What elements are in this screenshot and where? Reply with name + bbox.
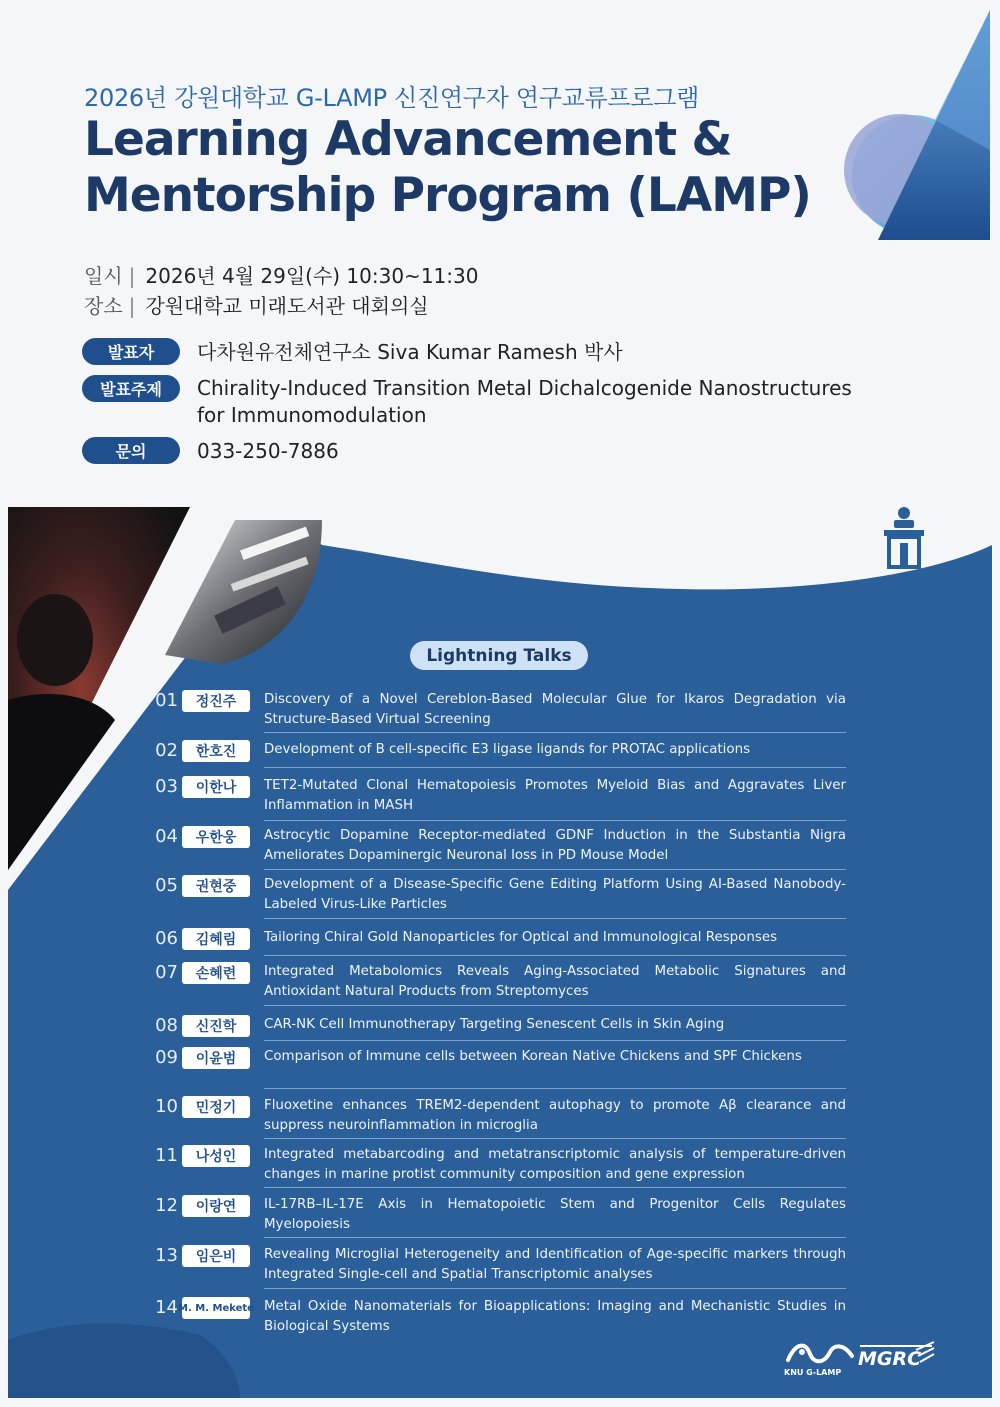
date-value: 2026년 4월 29일(수) 10:30~11:30 xyxy=(145,264,479,288)
place-separator: | xyxy=(128,294,136,318)
talk-number: 03 xyxy=(155,776,178,797)
talk-title: Comparison of Immune cells between Korean Native Chickens and SPF Chickens xyxy=(264,1049,802,1064)
talk-title: TET2-Mutated Clonal Hematopoiesis Promotes Myeloid Bias and Aggravates Liver Inflammation in MASH xyxy=(264,778,846,813)
talk-number: 13 xyxy=(155,1245,178,1266)
talk-title: Integrated metabarcoding and metatranscriptomic analysis of temperature-driven changes in marine protist community composition and gene expression xyxy=(264,1147,846,1182)
date-label: 일시 xyxy=(84,264,123,288)
talk-presenter: 우한웅 xyxy=(182,826,250,848)
talk-presenter: 임은비 xyxy=(182,1245,250,1267)
talk-presenter: 손혜련 xyxy=(182,962,250,984)
talk-presenter: 정진주 xyxy=(182,690,250,712)
talk-number: 05 xyxy=(155,875,178,896)
lightning-talks-heading: Lightning Talks xyxy=(410,641,588,670)
talk-title: Revealing Microglial Heterogeneity and Identification of Age-specific markers through Integrated Single-cell and Spatial Transcriptomic analyses xyxy=(264,1247,846,1282)
topic-line-1: Chirality-Induced Transition Metal Dichalcogenide Nanostructures xyxy=(197,376,852,400)
talk-presenter: 한호진 xyxy=(182,740,250,762)
program-subtitle: 2026년 강원대학교 G-LAMP 신진연구자 연구교류프로그램 xyxy=(84,84,699,112)
talk-presenter: 나성인 xyxy=(182,1145,250,1167)
podium-icon xyxy=(884,507,924,567)
talk-number: 04 xyxy=(155,826,178,847)
talk-title: Development of B cell-specific E3 ligase ligands for PROTAC applications xyxy=(264,742,751,757)
title-line-1: Learning Advancement & xyxy=(84,112,732,167)
sponsor-logos xyxy=(780,1338,940,1380)
talk-number: 12 xyxy=(155,1195,178,1216)
talk-title: Integrated Metabolomics Reveals Aging-Associated Metabolic Signatures and Antioxidant Natural Products from Streptomyces xyxy=(264,964,846,999)
talk-title: Discovery of a Novel Cereblon-Based Molecular Glue for Ikaros Degradation via Structure-Based Virtual Screening xyxy=(264,692,846,727)
talk-title: Tailoring Chiral Gold Nanoparticles for Optical and Immunological Responses xyxy=(264,930,778,945)
talk-number: 11 xyxy=(155,1145,178,1166)
talk-title: Fluoxetine enhances TREM2-dependent autophagy to promote Aβ clearance and suppress neuroinflammation in microglia xyxy=(264,1098,846,1133)
talk-title: IL-17RB–IL-17E Axis in Hematopoietic Stem and Progenitor Cells Regulates Myelopoiesis xyxy=(264,1197,846,1232)
speaker-value: 다차원유전체연구소 Siva Kumar Ramesh 박사 xyxy=(197,340,623,364)
talk-presenter: 신진학 xyxy=(182,1015,250,1037)
talk-presenter: 김혜림 xyxy=(182,928,250,950)
knu-logo-text: KNU G-LAMP xyxy=(784,1368,842,1377)
speaker-pill: 발표자 xyxy=(82,338,180,365)
contact-pill: 문의 xyxy=(82,437,180,464)
talk-presenter: 이랑연 xyxy=(182,1195,250,1217)
mgrc-logo-text: MGRC xyxy=(858,1348,922,1370)
talk-number: 09 xyxy=(155,1047,178,1068)
talk-number: 02 xyxy=(155,740,178,761)
talk-number: 08 xyxy=(155,1015,178,1036)
talk-number: 14 xyxy=(155,1297,178,1318)
talk-title: Development of a Disease-Specific Gene Editing Platform Using AI-Based Nanobody-Labeled Virus-Like Particles xyxy=(264,877,846,912)
talk-title: Metal Oxide Nanomaterials for Bioapplications: Imaging and Mechanistic Studies in Biological Systems xyxy=(264,1299,846,1334)
date-separator: | xyxy=(128,264,136,288)
talk-presenter: 권현중 xyxy=(182,875,250,897)
talk-title: Astrocytic Dopamine Receptor-mediated GDNF Induction in the Substantia Nigra Ameliorates Dopaminergic Neuronal loss in PD Mouse Model xyxy=(264,828,846,863)
title-line-2: Mentorship Program (LAMP) xyxy=(84,168,811,223)
audience-photo-head xyxy=(17,594,93,686)
place-label: 장소 xyxy=(84,294,123,318)
contact-value: 033-250-7886 xyxy=(197,439,339,463)
talk-number: 06 xyxy=(155,928,178,949)
talk-presenter: 민정기 xyxy=(182,1096,250,1118)
talk-presenter: 이한나 xyxy=(182,776,250,798)
talk-number: 10 xyxy=(155,1096,178,1117)
talk-number: 07 xyxy=(155,962,178,983)
talk-presenter: M. M. Mekete xyxy=(182,1297,250,1319)
talk-title: CAR-NK Cell Immunotherapy Targeting Senescent Cells in Skin Aging xyxy=(264,1017,725,1032)
talk-number: 01 xyxy=(155,690,178,711)
talk-presenter: 이윤범 xyxy=(182,1047,250,1069)
topic-line-2: for Immunomodulation xyxy=(197,403,427,427)
place-value: 강원대학교 미래도서관 대회의실 xyxy=(145,294,429,318)
topic-pill: 발표주제 xyxy=(82,375,180,402)
knu-logo-icon xyxy=(784,1338,856,1368)
